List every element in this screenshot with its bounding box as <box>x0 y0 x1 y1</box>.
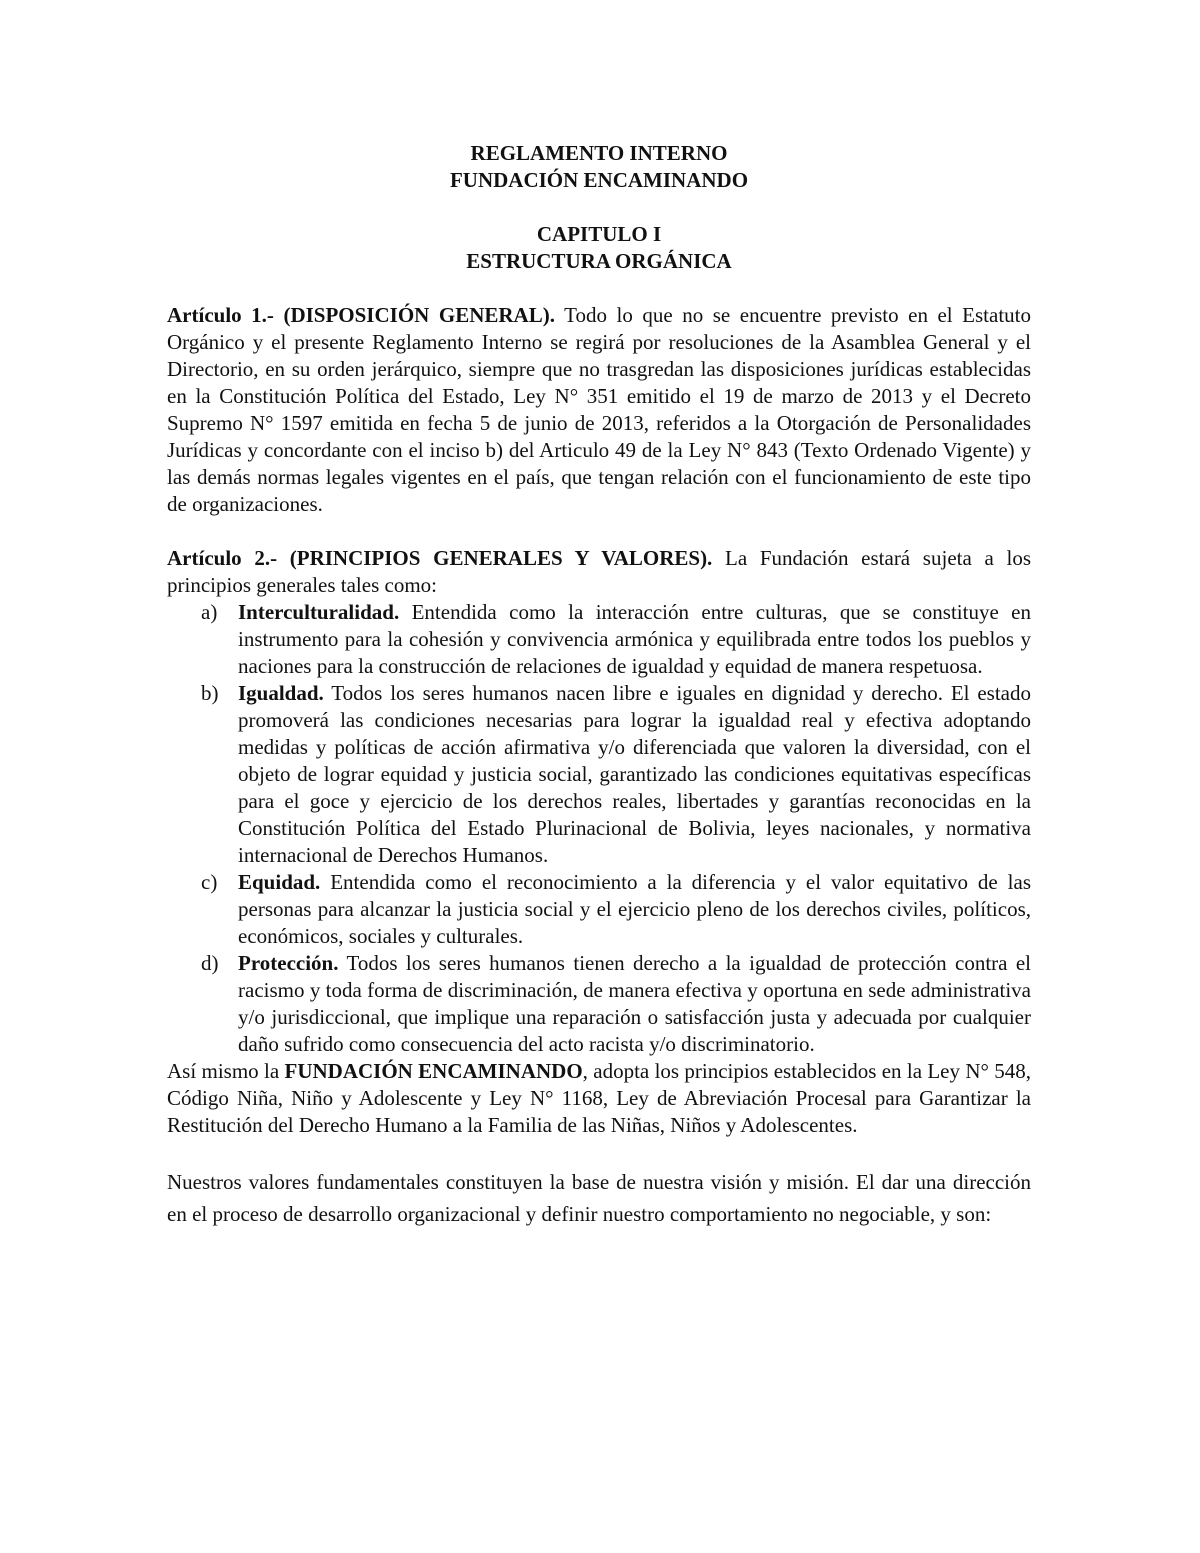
document-header <box>167 140 1031 275</box>
principle-term: Equidad. <box>238 870 321 894</box>
list-item <box>167 599 1031 680</box>
closing-text: , adopta los principios establecidos en la Ley N° 548, Código Niña, Niño y Adolescente y Ley N° 1168, Ley de Abreviación Procesal para Garantizar la Restitución del Derecho Humano a la Familia de las Niñas, Niños y Adolescentes. <box>167 1059 1031 1137</box>
article-1 <box>167 302 1031 518</box>
article-1-text: Todo lo que no se encuentre previsto en el Estatuto Orgánico y el presente Reglamento Interno se regirá por resoluciones de la Asamblea General y el Directorio, en su orden jerárquico, siempre que no trasgredan las disposiciones jurídicas establecidas en la Constitución Política del Estado, Ley N° 351 emitido el 19 de marzo de 2013 y el Decreto Supremo N° 1597 emitida en fecha 5 de junio de 2013, referidos a la Otorgación de Personalidades Jurídicas y concordante con el inciso b) del Articulo 49 de la Ley N° 843 (Texto Ordenado Vigente) y las demás normas legales vigentes en el país, que tengan relación con el funcionamiento de este tipo de organizaciones. <box>167 303 1031 516</box>
principle-text: Todos los seres humanos nacen libre e iguales en dignidad y derecho. El estado promoverá las condiciones necesarias para lograr la igualdad real y efectiva adoptando medidas y políticas de acción afirmativa y/o diferenciada que valoren la diversidad, con el objeto de lograr equidad y justicia social, garantizado las condiciones equitativas específicas para el goce y ejercicio de los derechos reales, libertades y garantías reconocidas en la Constitución Política del Estado Plurinacional de Bolivia, leyes nacionales, y normativa internacional de Derechos Humanos. <box>238 681 1031 867</box>
article-2-text: La Fundación estará sujeta a los principios generales tales como: <box>167 546 1031 597</box>
article-2 <box>167 545 1031 599</box>
list-marker: d) <box>201 951 219 975</box>
article-1-label: Artículo 1.- (DISPOSICIÓN GENERAL). <box>167 303 555 327</box>
principle-term: Interculturalidad. <box>238 600 400 624</box>
list-marker: b) <box>201 681 219 705</box>
principle-text: Entendida como la interacción entre culturas, que se constituye en instrumento para la cohesión y convivencia armónica y equilibrada entre todos los pueblos y naciones para la construcción de relaciones de igualdad y equidad de manera respetuosa. <box>238 600 1031 678</box>
principle-text: Entendida como el reconocimiento a la diferencia y el valor equitativo de las personas para alcanzar la justicia social y el ejercicio pleno de los derechos civiles, políticos, económicos, sociales y culturales. <box>238 870 1031 948</box>
list-marker: a) <box>201 600 218 624</box>
document-body <box>167 140 1031 1230</box>
chapter-title: ESTRUCTURA ORGÁNICA <box>466 249 732 273</box>
foundation-name: FUNDACIÓN ENCAMINANDO <box>284 1059 583 1083</box>
principle-term: Igualdad. <box>238 681 324 705</box>
list-marker: c) <box>201 870 218 894</box>
values-paragraph: Nuestros valores fundamentales constituyen la base de nuestra visión y misión. El dar una dirección en el proceso de desarrollo organizacional y definir nuestro comportamiento no negociable, y son: <box>167 1170 1031 1226</box>
list-item <box>167 950 1031 1058</box>
principle-term: Protección. <box>238 951 339 975</box>
list-item <box>167 869 1031 950</box>
chapter-number: CAPITULO I <box>536 222 662 246</box>
closing-prefix: Así mismo la <box>167 1059 285 1083</box>
document-subtitle: FUNDACIÓN ENCAMINANDO <box>449 168 749 192</box>
list-item <box>167 680 1031 869</box>
document-title: REGLAMENTO INTERNO <box>470 141 728 165</box>
principles-list <box>167 599 1031 1058</box>
article-2-closing <box>167 1058 1031 1139</box>
article-2-label: Artículo 2.- (PRINCIPIOS GENERALES Y VALORES). <box>167 546 713 570</box>
principle-text: Todos los seres humanos tienen derecho a la igualdad de protección contra el racismo y toda forma de discriminación, de manera efectiva y oportuna en sede administrativa y/o jurisdiccional, que implique una reparación o satisfacción justa y adecuada por cualquier daño sufrido como consecuencia del acto racista y/o discriminatorio. <box>238 951 1031 1056</box>
